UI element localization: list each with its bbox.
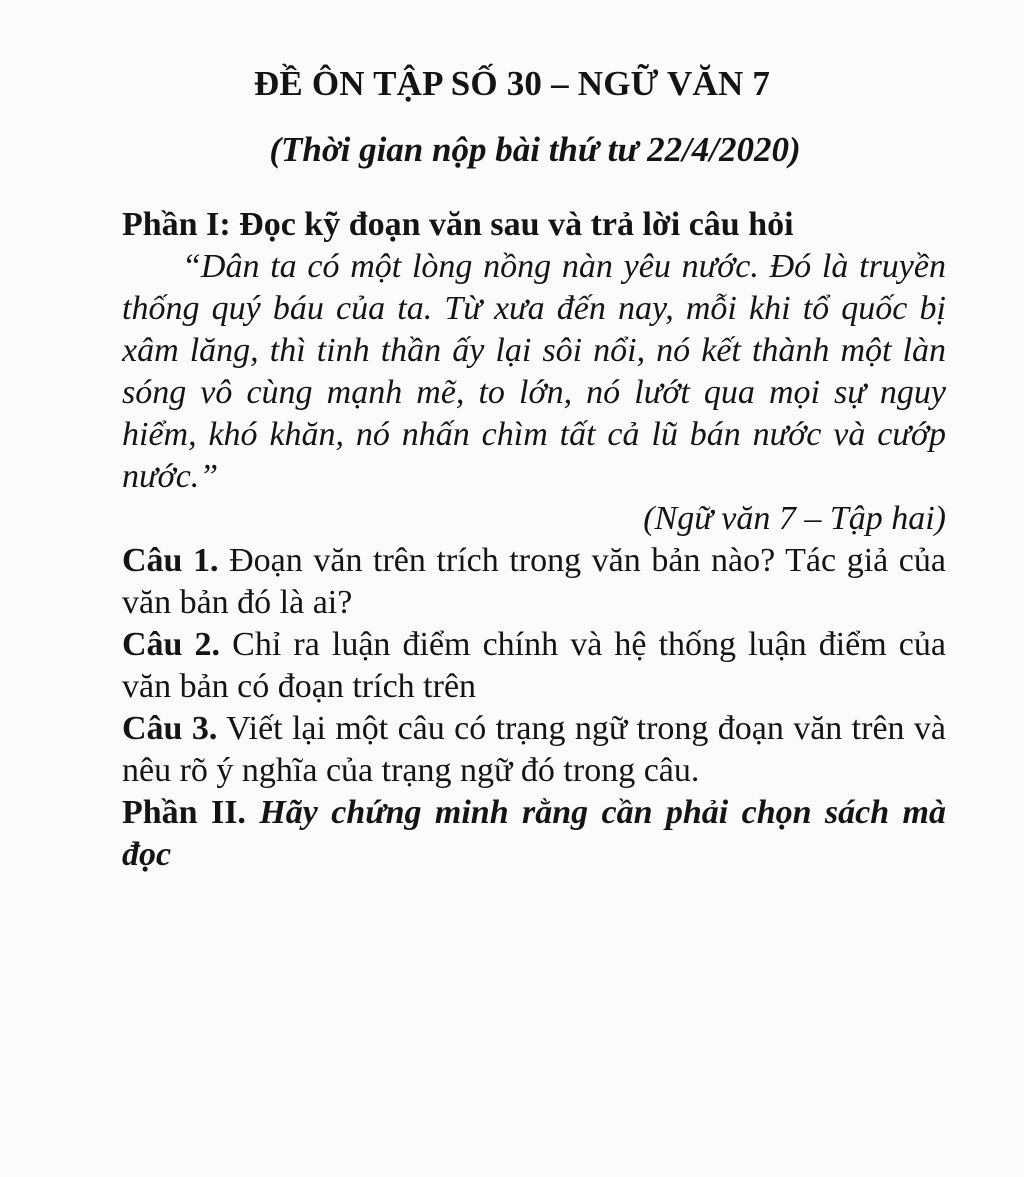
part2-section: [122, 792, 946, 876]
question-1-text: Đoạn văn trên trích trong văn bản nào? Tác giả của văn bản đó là ai?: [122, 542, 946, 621]
question-3: [122, 708, 946, 792]
question-2-label: Câu 2.: [122, 626, 221, 663]
reading-passage: “Dân ta có một lòng nồng nàn yêu nước. Đó là truyền thống quý báu của ta. Từ xưa đến nay, mỗi khi tổ quốc bị xâm lăng, thì tinh thần ấy lại sôi nổi, nó kết thành một làn sóng vô cùng mạnh mẽ, to lớn, nó lướt qua mọi sự nguy hiểm, khó khăn, nó nhấn chìm tất cả lũ bán nước và cướp nước.”: [122, 248, 946, 495]
passage-source: (Ngữ văn 7 – Tập hai): [643, 500, 946, 537]
question-3-text: Viết lại một câu có trạng ngữ trong đoạn văn trên và nêu rõ ý nghĩa của trạng ngữ đó trong câu.: [122, 710, 946, 789]
part2-prompt: Hãy chứng minh rằng cần phải chọn sách mà đọc: [122, 794, 946, 873]
question-1: [122, 540, 946, 624]
question-2-text: Chỉ ra luận điểm chính và hệ thống luận điểm của văn bản có đoạn trích trên: [122, 626, 946, 705]
question-3-label: Câu 3.: [122, 710, 218, 747]
document-title: ĐỀ ÔN TẬP SỐ 30 – NGỮ VĂN 7: [253, 64, 771, 103]
document-subtitle: (Thời gian nộp bài thứ tư 22/4/2020): [269, 130, 801, 169]
part1-heading: Phần I: Đọc kỹ đoạn văn sau và trả lời câu hỏi: [122, 206, 794, 243]
question-2: [122, 624, 946, 708]
part2-label: Phần II.: [122, 794, 246, 831]
document-body: [122, 204, 946, 876]
question-1-label: Câu 1.: [122, 542, 219, 579]
